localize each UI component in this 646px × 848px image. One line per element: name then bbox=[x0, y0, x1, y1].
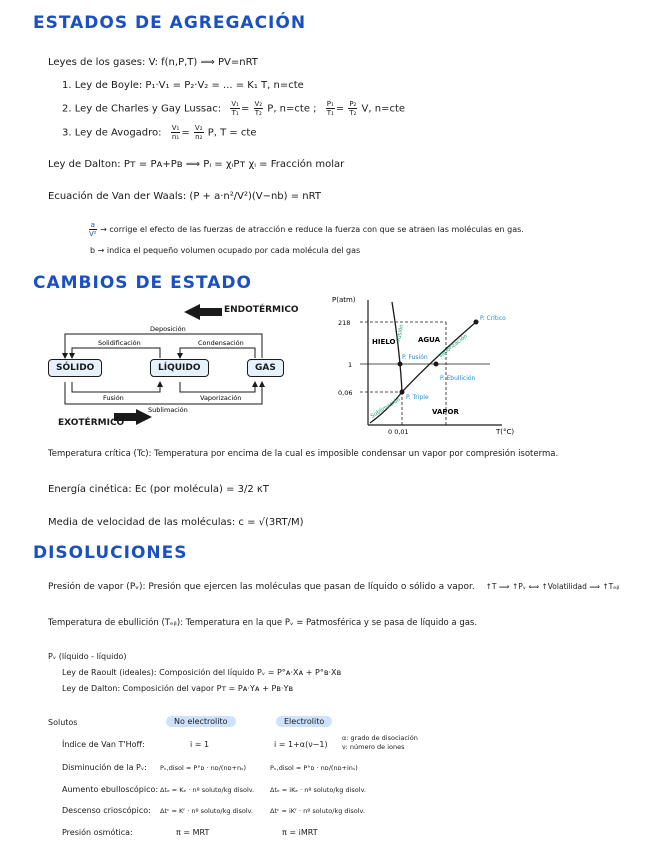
charles-cond-2: V, n=cte bbox=[361, 103, 406, 115]
vdw-a-frac: $\frac{a}{\text{V²}}$ bbox=[89, 221, 97, 238]
dalton-law: Ley de Dalton: Pᴛ = Pᴀ+Pʙ ⟹ Pᵢ = χᵢPᴛ χᵢ = Fracción molar bbox=[48, 159, 345, 170]
alpha-note: α: grado de disociación bbox=[342, 734, 418, 742]
label-ebullicion: P. Ebullición bbox=[440, 375, 476, 382]
label-endotermico: ENDOTÉRMICO bbox=[224, 305, 299, 315]
raoult-law: Ley de Raoult (ideales): Composición del líquido Pᵥ = P°ᴀ·Xᴀ + P°ʙ·Xʙ bbox=[62, 668, 342, 677]
solidificacion-arrow bbox=[72, 348, 160, 358]
charles-frac-v2: $\frac{\text{V₂}}{\text{T₂}}$ bbox=[254, 100, 263, 117]
row-el-1: Pᵥ,disol = P°ᴅ · nᴅ/(nᴅ+inₛ) bbox=[270, 764, 358, 772]
avogadro-cond: P, T = cte bbox=[207, 127, 257, 139]
condensacion-arrow bbox=[180, 348, 255, 358]
dalton-vapor-law: Ley de Dalton: Composición del vapor Pᴛ = Pᴀ·Yᴀ + Pʙ·Yʙ bbox=[62, 684, 293, 693]
row-el-0: i = 1+α(ν−1) bbox=[274, 740, 328, 749]
fusion-curve bbox=[392, 302, 402, 392]
vapor-pressure-text: Presión de vapor (Pᵥ): Presión que ejercen las moléculas que pasan de líquido o sólido a vapor. bbox=[48, 582, 475, 592]
label-condensacion: Condensación bbox=[198, 339, 244, 347]
phase-xlabel: T(°C) bbox=[496, 428, 515, 436]
section-title-estados: ESTADOS DE AGREGACIÓN bbox=[33, 13, 307, 33]
pv-heading: Pᵥ (líquido - líquido) bbox=[48, 652, 127, 661]
tick-218: 218 bbox=[338, 319, 351, 327]
mean-velocity: Media de velocidad de las moléculas: c = √(3RT/M) bbox=[48, 517, 304, 528]
gas-laws-line: Leyes de los gases: V: f(n,P,T) ⟹ PV=nRT bbox=[48, 57, 258, 68]
region-agua: AGUA bbox=[418, 336, 441, 344]
label-critico: P. Crítico bbox=[480, 315, 506, 322]
boyle-law: 1. Ley de Boyle: P₁·V₁ = P₂·V₂ = ... = K₁ T, n=cte bbox=[62, 80, 304, 91]
region-vapor: VAPOR bbox=[432, 408, 459, 416]
vdw-a-text: → corrige el efecto de las fuerzas de atracción e reduce la fuerza con que se atraen las moléculas en gas. bbox=[100, 225, 524, 234]
row-no-3: Δtᶜ = Kᶠ · nº soluto/kg disolv. bbox=[160, 807, 254, 815]
col-electrolito: Electrolito bbox=[276, 716, 332, 727]
boiling-temperature: Temperatura de ebullición (Tₑᵦ): Temperatura en la que Pᵥ = Patmosférica y se pasa de líquido a gas. bbox=[48, 618, 478, 628]
row-el-4: π = iMRT bbox=[282, 828, 318, 837]
curve-label-vapor: Vaporización bbox=[437, 333, 469, 360]
row-label-0: Índice de Van T'Hoff: bbox=[62, 740, 145, 749]
critical-point-dot bbox=[474, 320, 479, 325]
avogadro-frac-2: $\frac{\text{V₂}}{\text{n₂}}$ bbox=[194, 124, 203, 141]
label-exotermico: EXOTÉRMICO bbox=[58, 418, 125, 428]
row-el-3: Δtᶜ = iKᶠ · nº soluto/kg disolv. bbox=[270, 807, 365, 815]
row-no-0: i = 1 bbox=[190, 740, 210, 749]
curve-label-fusion: Fusión bbox=[396, 323, 406, 343]
section-title-disoluciones: DISOLUCIONES bbox=[33, 543, 188, 563]
row-no-2: Δtₑ = Kₑ · nº soluto/kg disolv. bbox=[160, 786, 255, 794]
box-solido: SÓLIDO bbox=[48, 359, 102, 377]
row-no-1: Pᵥ,disol = P°ᴅ · nᴅ/(nᴅ+nₛ) bbox=[160, 764, 247, 772]
phase-ylabel: P(atm) bbox=[332, 296, 356, 304]
charles-label: 2. Ley de Charles y Gay Lussac: bbox=[62, 103, 222, 115]
charles-law: 2. Ley de Charles y Gay Lussac: $\frac{\text{V₁}}{\text{T₁}}$ = $\frac{\text{V₂}}{\text{T₂}}$ P, n=cte ; $\frac{\text{P₁}}{\text{T₁}}$ = $\frac{\text{P₂}}{\text{T₂}}$ V, n=cte bbox=[62, 100, 406, 117]
charles-frac-p2: $\frac{\text{P₂}}{\text{T₂}}$ bbox=[349, 100, 357, 117]
charles-frac-p1: $\frac{\text{P₁}}{\text{T₁}}$ bbox=[326, 100, 334, 117]
charles-frac-v1: $\frac{\text{V₁}}{\text{T₁}}$ bbox=[231, 100, 239, 117]
boiling-point-dot bbox=[434, 362, 439, 367]
row-no-4: π = MRT bbox=[176, 828, 210, 837]
label-triple: P. Triple bbox=[406, 394, 429, 401]
avogadro-frac-1: $\frac{\text{V₁}}{\text{n₁}}$ bbox=[171, 124, 180, 141]
row-label-4: Presión osmótica: bbox=[62, 828, 133, 837]
vapor-pressure bbox=[48, 582, 619, 592]
label-fusion-pt: P. Fusión bbox=[402, 354, 428, 361]
row-label-2: Aumento ebulloscópico: bbox=[62, 785, 159, 794]
kinetic-energy: Energía cinética: Ec (por molécula) = 3/2 κT bbox=[48, 484, 269, 495]
box-gas: GAS bbox=[247, 359, 284, 377]
phase-diagram-chart bbox=[330, 292, 530, 440]
endothermic-arrow-icon bbox=[184, 304, 222, 320]
row-el-2: Δtₑ = iKₑ · nº soluto/kg disolv. bbox=[270, 786, 366, 794]
charles-cond-1: P, n=cte ; bbox=[267, 103, 317, 115]
avogadro-law: 3. Ley de Avogadro: $\frac{\text{V₁}}{\text{n₁}}$ = $\frac{\text{V₂}}{\text{n₂}}$ P, T = cte bbox=[62, 124, 257, 141]
tick-001: 0 0,01 bbox=[388, 428, 409, 436]
critical-temperature: Temperatura crítica (Tc): Temperatura por encima de la cual es imposible condensar un vapor por compresión isoterma. bbox=[48, 449, 559, 459]
vaporizacion-arrow bbox=[180, 382, 255, 392]
box-liquido: LÍQUIDO bbox=[150, 359, 209, 377]
row-label-1: Disminución de la Pᵥ: bbox=[62, 763, 147, 772]
label-deposicion: Deposición bbox=[150, 325, 186, 333]
vdw-b-note: b → indica el pequeño volumen ocupado por cada molécula del gas bbox=[90, 246, 361, 255]
solutos-heading: Solutos bbox=[48, 718, 78, 727]
tick-006: 0,06 bbox=[338, 389, 353, 397]
fusion-arrow bbox=[72, 382, 160, 392]
vapor-pressure-note: ↑T ⟹ ↑Pᵥ ⟺ ↑Volatilidad ⟹ ↑Tₑᵦ bbox=[485, 582, 620, 591]
tick-1: 1 bbox=[348, 361, 353, 369]
fusion-point-dot bbox=[398, 362, 403, 367]
van-der-waals: Ecuación de Van der Waals: (P + a·n²/V²)(V−nb) = nRT bbox=[48, 191, 321, 202]
vdw-a-note bbox=[88, 221, 524, 238]
region-hielo: HIELO bbox=[372, 338, 396, 346]
section-title-cambios: CAMBIOS DE ESTADO bbox=[33, 273, 252, 293]
label-vaporizacion: Vaporización bbox=[200, 394, 242, 402]
nu-note: ν: número de iones bbox=[342, 743, 405, 751]
label-fusion: Fusión bbox=[103, 394, 124, 402]
col-no-electrolito: No electrolito bbox=[166, 716, 236, 727]
triple-point-dot bbox=[400, 390, 405, 395]
label-sublimacion: Sublimación bbox=[148, 406, 188, 414]
row-label-3: Descenso crioscópico: bbox=[62, 806, 151, 815]
curve-label-subl: Sublimación bbox=[369, 396, 402, 420]
label-solidificacion: Solidificación bbox=[98, 339, 141, 347]
avogadro-label: 3. Ley de Avogadro: bbox=[62, 127, 162, 139]
